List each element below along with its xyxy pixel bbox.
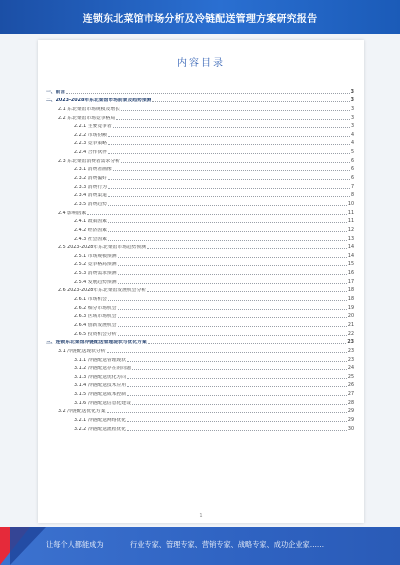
toc-entry-page: 18	[347, 288, 354, 294]
toc-entry-page: 15	[347, 262, 354, 268]
toc-entry-text: 2.3.2 消费偏好	[74, 176, 107, 182]
toc-entry[interactable]	[46, 198, 354, 207]
toc-entry[interactable]	[46, 423, 354, 432]
toc-entry-page: 11	[347, 219, 354, 225]
toc-leader-dots	[113, 127, 350, 128]
toc-entry-page: 3	[350, 89, 354, 95]
toc-leader-dots	[132, 369, 347, 370]
toc-leader-dots	[66, 93, 349, 94]
toc-entry[interactable]	[46, 121, 354, 130]
toc-entry-text: 三、连锁东北菜馆冷链配送管理现状与优化方案	[46, 340, 147, 346]
toc-leader-dots	[148, 343, 347, 344]
toc-entry-page: 6	[350, 158, 354, 164]
toc-entry[interactable]	[46, 146, 354, 155]
toc-entry-page: 18	[347, 297, 354, 303]
toc-leader-dots	[147, 291, 347, 292]
toc-entry-page: 7	[350, 184, 354, 190]
toc-leader-dots	[108, 179, 350, 180]
toc-leader-dots	[108, 188, 350, 189]
toc-entry-text: 2.6.3 区域市场机会	[74, 314, 117, 320]
toc-entry[interactable]	[46, 259, 354, 268]
toc-entry-text: 3.2 冷链配送优化方案	[58, 409, 106, 415]
toc-entry-text: 2.5.3 消费需求预测	[74, 271, 117, 277]
toc-entry-text: 2.3.3 消费行为	[74, 184, 107, 190]
toc-entry[interactable]	[46, 267, 354, 276]
toc-leader-dots	[118, 265, 347, 266]
toc-entry[interactable]	[46, 129, 354, 138]
toc-entry-text: 2.2.4 合作伙伴	[74, 150, 107, 156]
toc-entry[interactable]	[46, 164, 354, 173]
toc-leader-dots	[108, 153, 350, 154]
toc-entry-text: 2.1 东北菜馆市场规模及增长	[58, 106, 120, 112]
toc-leader-dots	[107, 352, 347, 353]
toc-entry-page: 29	[347, 417, 354, 423]
toc-entry[interactable]	[46, 276, 354, 285]
toc-entry-page: 30	[347, 426, 354, 432]
toc-leader-dots	[127, 430, 347, 431]
toc-entry-text: 一、前言	[46, 89, 66, 95]
toc-leader-dots	[127, 395, 347, 396]
toc-leader-dots	[108, 196, 350, 197]
toc-list	[46, 86, 354, 432]
toc-leader-dots	[108, 300, 347, 301]
toc-entry-text: 2.4.2 经济因素	[74, 227, 107, 233]
toc-leader-dots	[127, 421, 347, 422]
toc-leader-dots	[121, 162, 350, 163]
toc-entry-page: 25	[347, 374, 354, 380]
toc-entry[interactable]	[46, 337, 354, 346]
toc-entry-text: 2.2 东北菜馆市场竞争格局	[58, 115, 116, 121]
toc-entry[interactable]	[46, 345, 354, 354]
toc-entry[interactable]	[46, 302, 354, 311]
toc-entry[interactable]	[46, 319, 354, 328]
toc-entry-text: 2.6.1 市场机会	[74, 297, 107, 303]
toc-entry-page: 10	[347, 201, 354, 207]
toc-entry-page: 16	[347, 271, 354, 277]
toc-leader-dots	[118, 274, 347, 275]
toc-entry[interactable]	[46, 414, 354, 423]
toc-entry[interactable]	[46, 181, 354, 190]
page-number: 1	[199, 513, 203, 519]
toc-title: 内容目录	[177, 58, 225, 69]
toc-entry-text: 3.1.2 冷链配送存在的问题	[74, 366, 131, 372]
toc-entry-page: 20	[347, 314, 354, 320]
toc-entry[interactable]	[46, 207, 354, 216]
toc-leader-dots	[118, 326, 347, 327]
toc-entry-text: 二、2023-2028年东北菜馆市场前景及趋势预测	[46, 98, 152, 104]
report-title: 连锁东北菜馆市场分析及冷链配送管理方案研究报告	[82, 13, 318, 25]
toc-leader-dots	[118, 335, 347, 336]
toc-entry-page: 23	[347, 340, 354, 346]
toc-entry-page: 11	[347, 210, 354, 216]
toc-entry-page: 3	[350, 106, 354, 112]
toc-entry-text: 2.5 2023-2028年东北菜馆市场趋势预测	[58, 245, 147, 251]
toc-entry[interactable]	[46, 397, 354, 406]
toc-entry-page: 3	[350, 98, 354, 104]
toc-entry[interactable]	[46, 250, 354, 259]
toc-entry-text: 3.1.3 冷链配送优化方向	[74, 374, 127, 380]
toc-leader-dots	[127, 386, 347, 387]
toc-entry[interactable]	[46, 363, 354, 372]
toc-entry-text: 2.3 东北菜馆消费者需求分析	[58, 158, 120, 164]
toc-entry[interactable]	[46, 86, 354, 95]
toc-entry[interactable]	[46, 172, 354, 181]
toc-leader-dots	[118, 283, 347, 284]
toc-entry-text: 2.2.3 竞争策略	[74, 141, 107, 147]
toc-entry-page: 29	[347, 409, 354, 415]
toc-entry[interactable]	[46, 380, 354, 389]
toc-entry[interactable]	[46, 293, 354, 302]
toc-leader-dots	[113, 170, 350, 171]
toc-entry-page: 19	[347, 305, 354, 311]
toc-entry-text: 3.1.5 冷链配送成本控制	[74, 392, 127, 398]
toc-leader-dots	[132, 404, 347, 405]
toc-entry-page: 14	[347, 253, 354, 259]
toc-entry[interactable]	[46, 328, 354, 337]
toc-entry-text: 2.6 2023-2028年东北菜馆发展机会分析	[58, 288, 147, 294]
document-page	[38, 40, 364, 523]
toc-leader-dots	[108, 240, 347, 241]
toc-entry-text: 2.6.5 投资机会分析	[74, 331, 117, 337]
toc-entry-page: 27	[347, 392, 354, 398]
toc-entry-page: 12	[347, 227, 354, 233]
toc-entry[interactable]	[46, 388, 354, 397]
toc-leader-dots	[118, 317, 347, 318]
toc-entry-text: 2.4.1 政策因素	[74, 219, 107, 225]
toc-entry[interactable]	[46, 311, 354, 320]
footer-tagline: 行业专家、管理专家、营销专家、战略专家、成功企业家……	[130, 540, 325, 549]
toc-leader-dots	[108, 136, 350, 137]
toc-entry[interactable]	[46, 95, 354, 104]
toc-entry-text: 2.5.2 竞争格局预测	[74, 262, 117, 268]
footer-banner	[0, 527, 400, 565]
toc-entry-text: 2.5.1 市场规模预测	[74, 253, 117, 259]
toc-entry-page: 17	[347, 279, 354, 285]
toc-leader-dots	[152, 101, 349, 102]
toc-leader-dots	[108, 144, 350, 145]
toc-entry[interactable]	[46, 155, 354, 164]
toc-leader-dots	[127, 361, 347, 362]
toc-entry-page: 4	[350, 141, 354, 147]
toc-entry-text: 2.6.2 细分市场机会	[74, 305, 117, 311]
toc-entry-page: 6	[350, 176, 354, 182]
toc-entry-text: 2.3.4 消费渠道	[74, 193, 107, 199]
toc-entry-text: 2.5.4 发展趋势预测	[74, 279, 117, 285]
toc-entry[interactable]	[46, 371, 354, 380]
footer-dark-stripe	[10, 527, 46, 565]
toc-entry[interactable]	[46, 138, 354, 147]
toc-entry[interactable]	[46, 242, 354, 251]
toc-entry-page: 24	[347, 366, 354, 372]
toc-entry-text: 3.1.1 冷链配送管理现状	[74, 357, 127, 363]
toc-leader-dots	[127, 378, 347, 379]
toc-entry[interactable]	[46, 216, 354, 225]
toc-entry-text: 2.3.1 消费者画像	[74, 167, 112, 173]
toc-entry-page: 3	[350, 115, 354, 121]
toc-entry-text: 2.2.1 主要竞争者	[74, 124, 112, 130]
toc-entry-page: 13	[347, 236, 354, 242]
toc-entry-page: 23	[347, 357, 354, 363]
toc-leader-dots	[108, 222, 347, 223]
toc-entry-page: 4	[350, 132, 354, 138]
toc-leader-dots	[116, 119, 350, 120]
toc-leader-dots	[118, 257, 347, 258]
toc-entry-text: 2.4.3 社会因素	[74, 236, 107, 242]
toc-leader-dots	[121, 110, 350, 111]
toc-leader-dots	[108, 231, 347, 232]
toc-leader-dots	[108, 205, 347, 206]
toc-entry-page: 6	[350, 167, 354, 173]
toc-entry[interactable]	[46, 354, 354, 363]
toc-entry-page: 23	[347, 348, 354, 354]
toc-leader-dots	[107, 412, 347, 413]
toc-entry-text: 3.2.1 冷链配送网络优化	[74, 417, 127, 423]
toc-entry-page: 26	[347, 383, 354, 389]
toc-entry-page: 8	[350, 193, 354, 199]
toc-entry[interactable]	[46, 406, 354, 415]
footer-slogan: 让每个人都能成为	[46, 540, 104, 549]
toc-entry-page: 3	[350, 124, 354, 130]
toc-entry-page: 21	[347, 322, 354, 328]
toc-entry-page: 22	[347, 331, 354, 337]
toc-entry[interactable]	[46, 190, 354, 199]
toc-leader-dots	[147, 248, 347, 249]
toc-entry-text: 2.4 影响因素	[58, 210, 87, 216]
toc-entry[interactable]	[46, 224, 354, 233]
toc-entry-text: 3.1.6 冷链配送信息化建设	[74, 400, 131, 406]
toc-entry-text: 2.6.4 创新发展机会	[74, 322, 117, 328]
toc-entry-page: 28	[347, 400, 354, 406]
toc-entry-text: 3.1 冷链配送现状分析	[58, 348, 106, 354]
toc-entry[interactable]	[46, 285, 354, 294]
toc-leader-dots	[118, 309, 347, 310]
toc-entry-text: 2.2.2 市场份额	[74, 132, 107, 138]
toc-entry[interactable]	[46, 233, 354, 242]
toc-entry-page: 5	[350, 150, 354, 156]
toc-leader-dots	[87, 214, 347, 215]
toc-entry[interactable]	[46, 103, 354, 112]
toc-entry[interactable]	[46, 112, 354, 121]
toc-entry-text: 2.3.5 消费趋势	[74, 201, 107, 207]
toc-entry-text: 3.1.4 冷链配送技术应用	[74, 383, 127, 389]
toc-entry-text: 3.2.2 冷链配送流程优化	[74, 426, 127, 432]
header-banner	[0, 0, 400, 34]
toc-entry-page: 14	[347, 245, 354, 251]
